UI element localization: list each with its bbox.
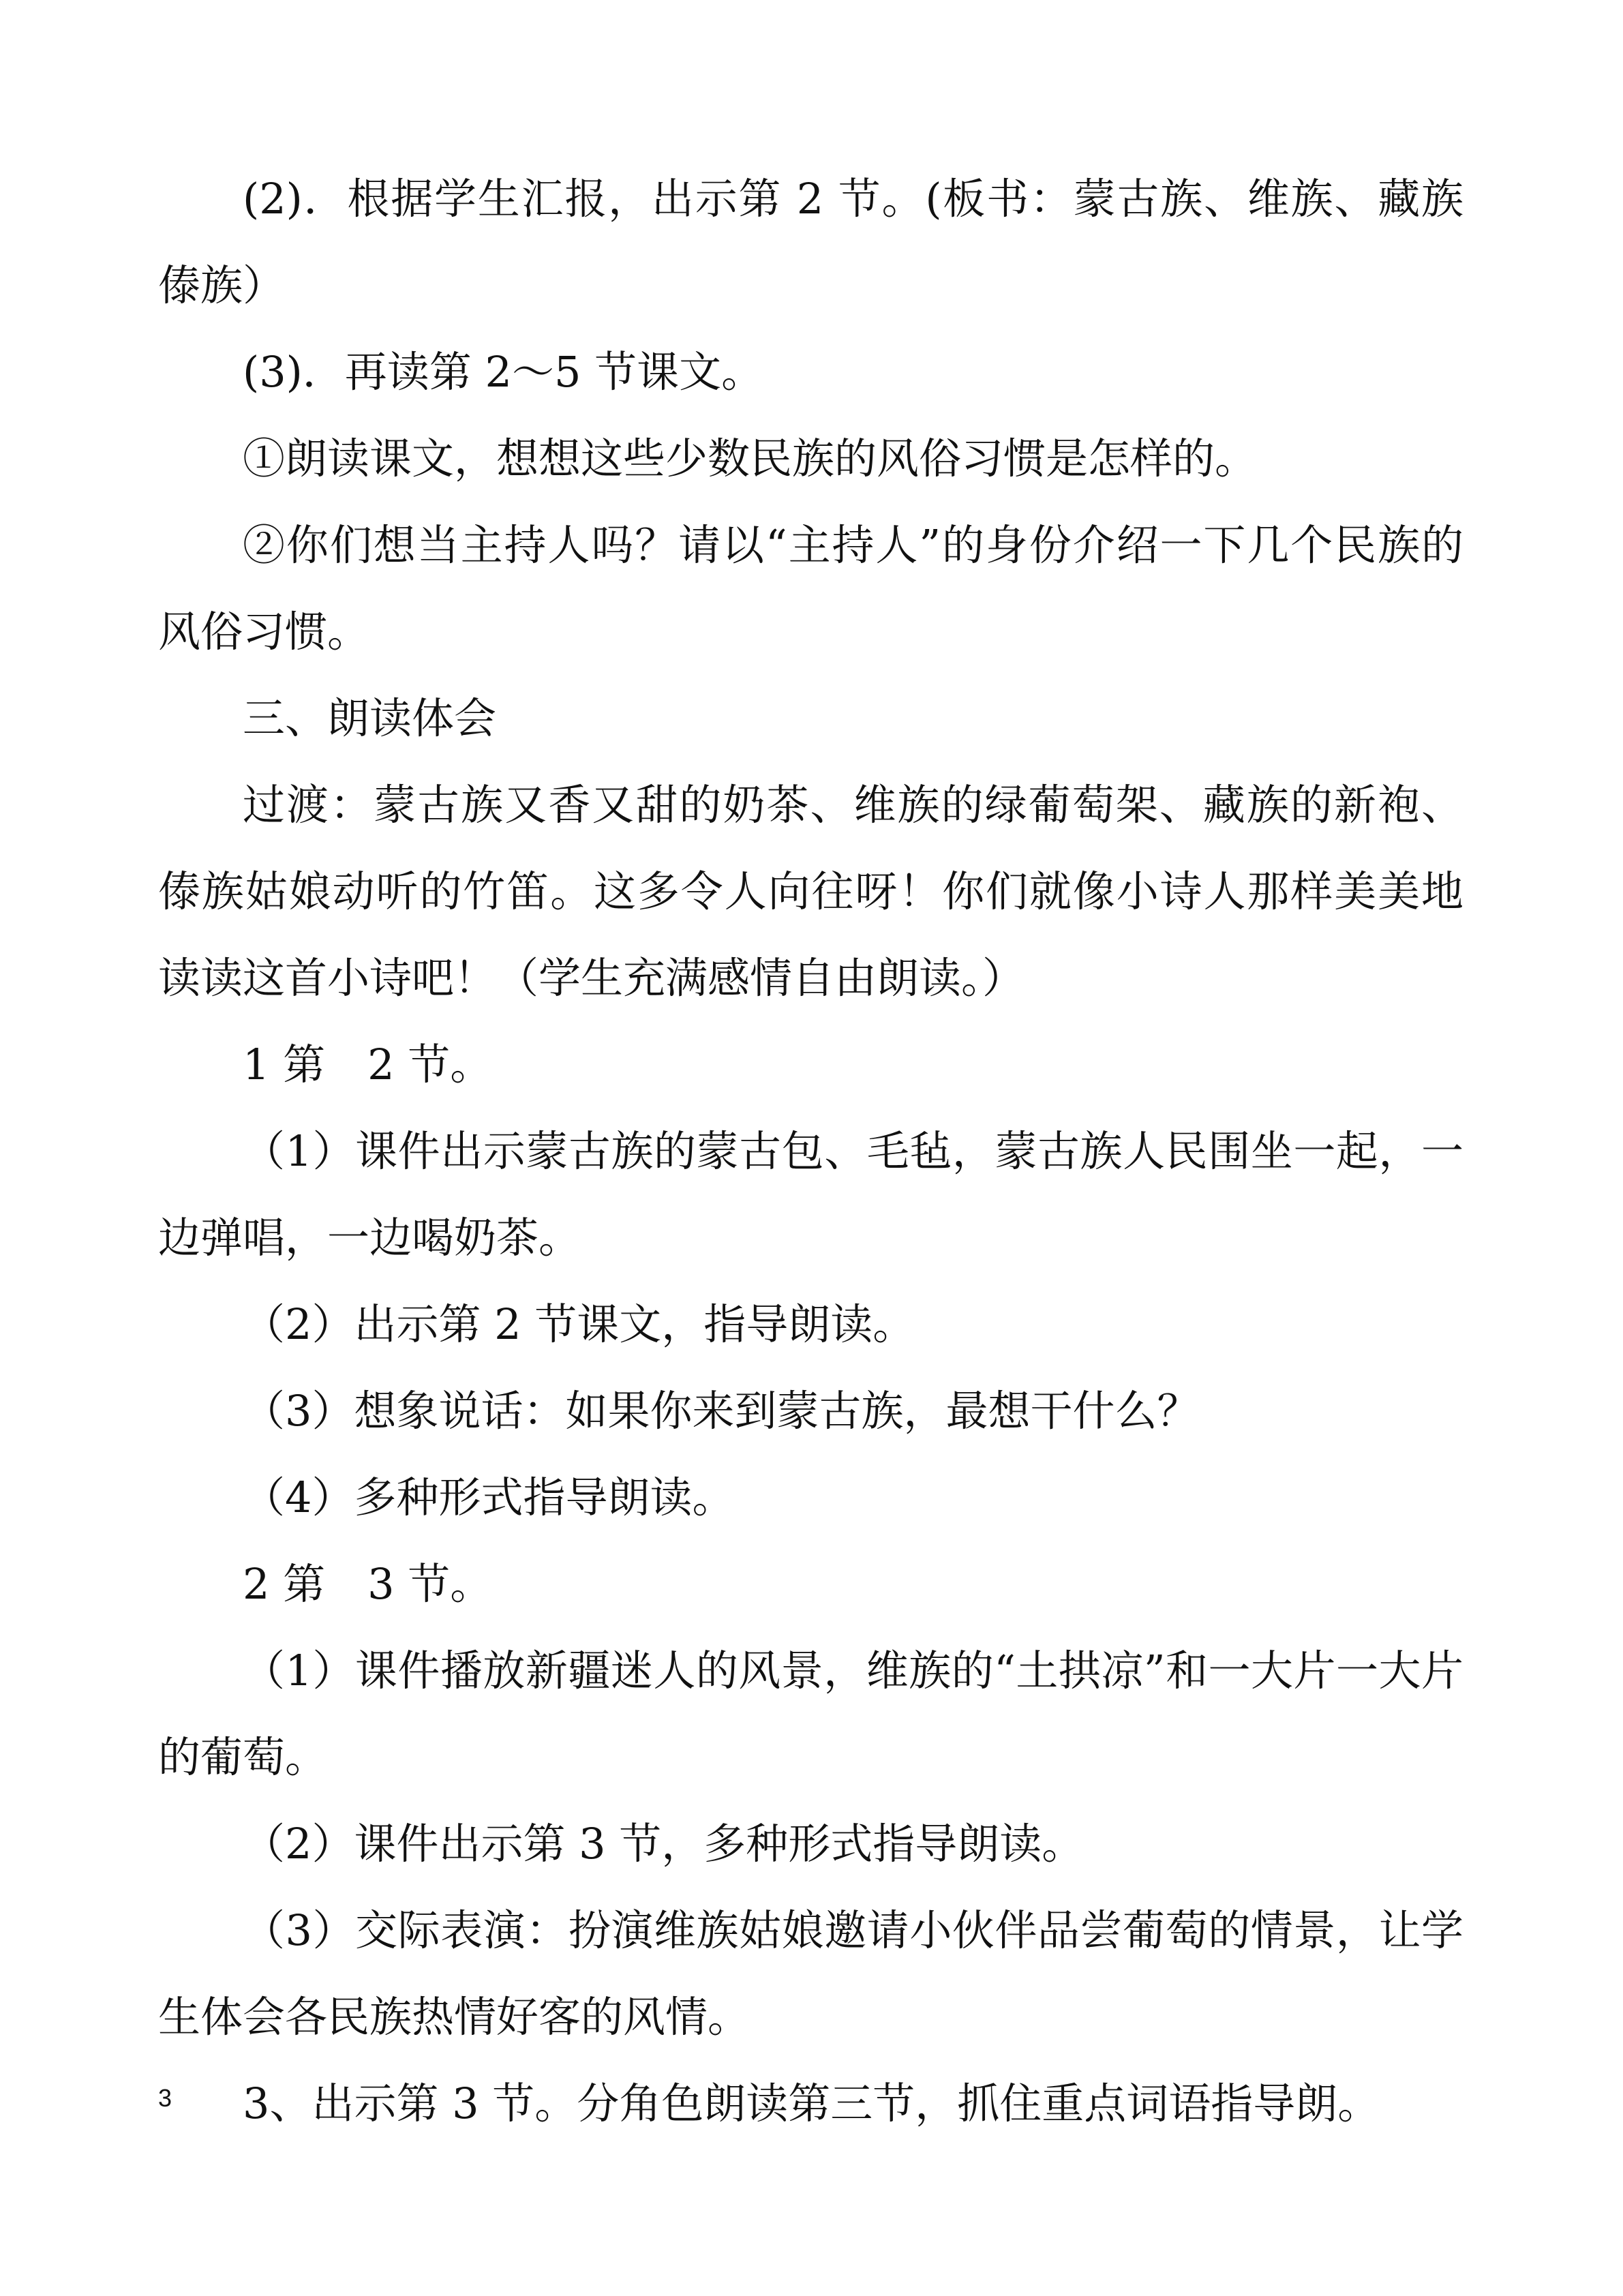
paragraph-mongol-courseware: （1）课件出示蒙古族的蒙古包、毛毡，蒙古族人民围坐一起，一边弹唱，一边喝奶茶。 [158, 1126, 1463, 1263]
paragraph-xinjiang-scenery: （1）课件播放新疆迷人的风景，维族的“土拱凉”和一大片一大片的葡萄。 [158, 1646, 1463, 1782]
paragraph-transition: 过渡：蒙古族又香又甜的奶茶、维族的绿葡萄架、藏族的新袍、傣族姑娘动听的竹笛。这多令人向往呀！你们就像小诗人那样美美地读读这首小诗吧！（学生充满感情自由朗读。） [158, 780, 1463, 1003]
paragraph-read-customs: ①朗读课文，想想这些少数民族的风俗习惯是怎样的。 [243, 434, 1258, 483]
section-heading-reading-experience: 三、朗读体会 [243, 693, 497, 743]
paragraph-role-reading: 3、出示第 3 节。分角色朗读第三节，抓住重点词语指导朗。 [243, 2079, 1380, 2128]
subheading-section-3: 2 第 3 节。 [243, 1559, 493, 1609]
paragraph-imagine-speaking: （3）想象说话：如果你来到蒙古族，最想干什么？ [243, 1386, 1200, 1436]
paragraph-role-play: （3）交际表演：扮演维族姑娘邀请小伙伴品尝葡萄的情景，让学生体会各民族热情好客的风情。 [158, 1905, 1463, 2042]
page-number: 3 [158, 2084, 172, 2112]
paragraph-blackboard-writing: (2)．根据学生汇报，出示第 2 节。(板书：蒙古族、维族、藏族傣族） [158, 174, 1463, 310]
paragraph-various-reading: （4）多种形式指导朗读。 [243, 1472, 735, 1522]
paragraph-section-3-courseware: （2）课件出示第 3 节，多种形式指导朗读。 [243, 1819, 1084, 1869]
paragraph-reread-sections: (3)．再读第 2～5 节课文。 [243, 347, 764, 397]
document-body [158, 155, 1463, 2147]
paragraph-guide-reading-section-2: （2）出示第 2 节课文，指导朗读。 [243, 1299, 915, 1349]
subheading-section-2: 1 第 2 节。 [243, 1040, 493, 1089]
paragraph-host-introduction: ②你们想当主持人吗？请以“主持人”的身份介绍一下几个民族的风俗习惯。 [158, 520, 1463, 656]
